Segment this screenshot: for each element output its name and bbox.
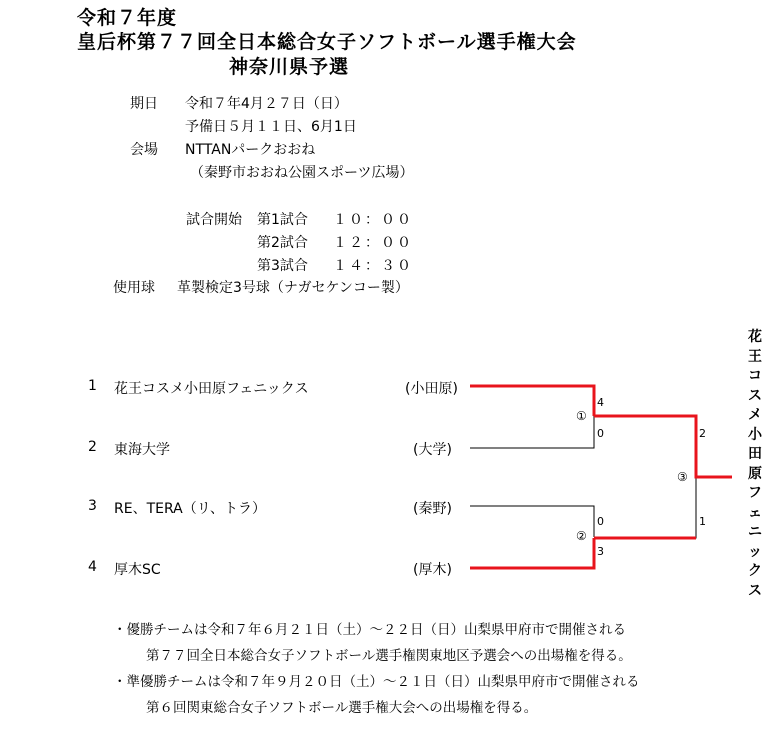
note-2-line-1: ・準優勝チームは令和７年９月２０日（土）～２１日（日）山梨県甲府市で開催される [113,674,640,690]
note-2-line-2: 第６回関東総合女子ソフトボール選手権大会への出場権を得る。 [146,700,538,716]
note-1-line-2: 第７７回全日本総合女子ソフトボール選手権関東地区予選会への出場権を得る。 [146,648,632,664]
game-1-time: １０：００ [333,212,413,228]
seed-2: 2 [88,439,97,455]
win-line-semi-1 [594,416,732,477]
tournament-subtitle: 神奈川県予選 [229,56,350,78]
match-2-top-score: 0 [597,515,604,528]
tournament-title: 皇后杯第７７回全日本総合女子ソフトボール選手権大会 [77,31,577,53]
date-label: 期日 [130,96,158,112]
team-1-name: 花王コスメ小田原フェニックス [114,381,309,397]
ball-label: 使用球 [113,280,155,296]
reserve-date: 予備日５月１１日、6月1日 [185,119,357,135]
note-1-line-1: ・優勝チームは令和７年６月２１日（土）～２２日（日）山梨県甲府市で開催される [113,622,626,638]
team-3-name: RE、TERA（リ、トラ） [114,501,267,517]
match-2-bottom-score: 3 [597,545,604,558]
seed-1: 1 [88,378,97,394]
match-1-bottom-score: 0 [597,427,604,440]
game-3-time: １４：３０ [333,258,413,274]
game-2-time: １２：００ [333,235,413,251]
match-1-top-score: 4 [597,396,604,409]
team-4-area: (厚木) [413,562,452,578]
team-4-name: 厚木SC [114,562,161,578]
venue-value: NTTANパークおおね [185,142,316,158]
date-value: 令和７年4月２７日（日） [185,96,348,112]
year-heading: 令和７年度 [77,7,178,29]
champion-name: 花王コスメ小田原フェニックス [748,329,762,599]
seed-4: 4 [88,559,97,575]
line-final-bottom [594,476,696,538]
ball-value: 革製検定3号球（ナガセケンコー製） [177,280,409,296]
team-2-area: (大学) [413,442,452,458]
team-1-area: (小田原) [405,381,458,397]
team-2-name: 東海大学 [114,442,170,458]
match-3-label: ③ [677,470,688,484]
match-3-top-score: 2 [699,427,706,440]
match-1-label: ① [576,409,587,423]
game-2-label: 第2試合 [257,235,308,251]
venue-label: 会場 [130,142,158,158]
start-label: 試合開始 [186,212,242,228]
seed-3: 3 [88,498,97,514]
match-3-bottom-score: 1 [699,515,706,528]
team-3-area: (秦野) [413,501,452,517]
game-3-label: 第3試合 [257,258,308,274]
game-1-label: 第1試合 [257,212,308,228]
venue-sub: （秦野市おおね公園スポーツ広場） [190,165,414,181]
match-2-label: ② [576,529,587,543]
